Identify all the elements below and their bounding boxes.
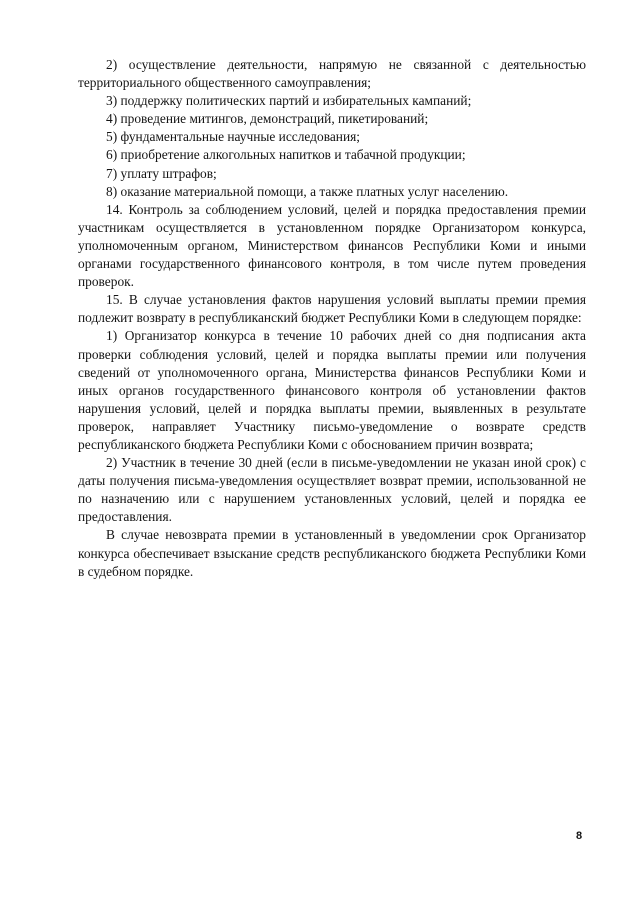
list-item-8: 8) оказание материальной помощи, а также платных услуг населению. — [106, 183, 509, 199]
list-item-6: 6) приобретение алкогольных напитков и табачной продукции; — [106, 147, 466, 163]
list-item-4: 4) проведение митингов, демонстраций, пикетирований; — [106, 111, 429, 127]
list-item-7: 7) уплату штрафов; — [106, 165, 217, 181]
page-number: 8 — [576, 830, 583, 842]
document-body — [78, 56, 586, 581]
closing-paragraph: В случае невозврата премии в установленный в уведомлении срок Организатор конкурса обеспечивает взыскание средств республиканского бюджета Республики Коми в судебном порядке. — [78, 527, 586, 579]
list-item-2: 2) осуществление деятельности, напрямую не связанной с деятельностью территориального общественного самоуправления; — [78, 57, 586, 91]
clause-14: 14. Контроль за соблюдением условий, целей и порядка предоставления премии участникам осуществляется в установленном порядке Организатором конкурса, уполномоченным органом, Министерством финансов Республики Коми и иными органами государственного финансового контроля, в том числе путем проведения проверок. — [78, 201, 586, 290]
clause-15: 15. В случае установления фактов нарушения условий выплаты премии премия подлежит возврату в республиканский бюджет Республики Коми в следующем порядке: — [78, 292, 586, 326]
clause-15-item-2: 2) Участник в течение 30 дней (если в письме-уведомлении не указан иной срок) с даты получения письма-уведомления осуществляет возврат премии, использованной не по назначению или с нарушением установленных условий, целей и порядка ее предоставления. — [78, 455, 586, 525]
list-item-5: 5) фундаментальные научные исследования; — [106, 129, 360, 145]
list-item-3: 3) поддержку политических партий и избирательных кампаний; — [106, 93, 472, 109]
clause-15-item-1: 1) Организатор конкурса в течение 10 рабочих дней со дня подписания акта проверки соблюдения условий, целей и порядка выплаты премии или получения сведений от уполномоченного органа, Министерства финансов Республики Коми и иных органов государственного финансового контроля об установлении фактов нарушения условий, целей и порядка выплаты премии, выявленных в результате проверок, направляет Участнику письмо-уведомление о возврате средств республиканского бюджета Республики Коми с обоснованием причин возврата; — [78, 328, 586, 452]
